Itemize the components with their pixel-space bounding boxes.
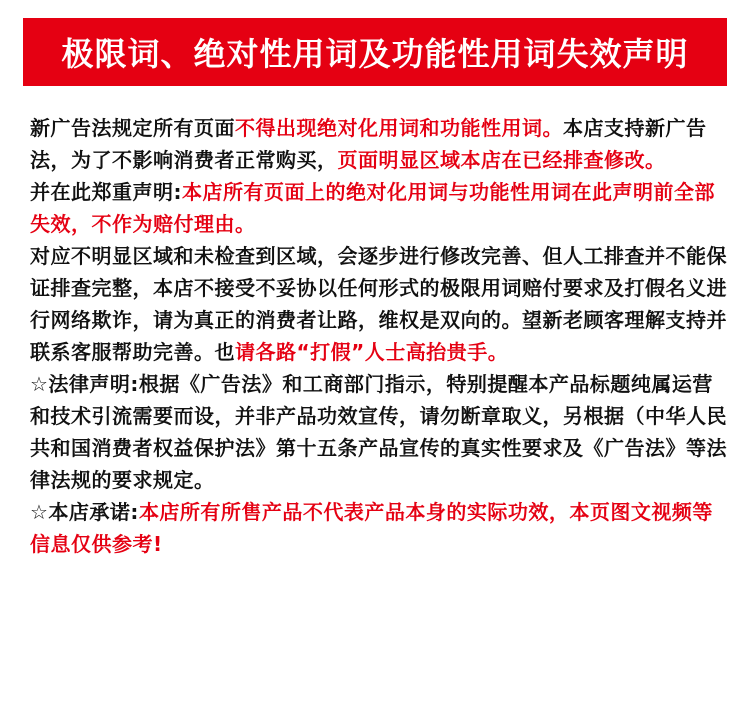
paragraph-legal-statement bbox=[30, 368, 730, 496]
highlight-segment: 页面明显区域本店在已经排查修改。 bbox=[337, 148, 666, 172]
paragraph-ad-law bbox=[30, 112, 730, 176]
paragraph-solemn-statement bbox=[30, 176, 730, 240]
declaration-body bbox=[30, 112, 730, 560]
page-title: 极限词、绝对性用词及功能性用词失效声明 bbox=[61, 35, 689, 73]
highlight-segment: 本店所有页面上的绝对化用词与功能性用词在此声明前全部失效，不作为赔付理由。 bbox=[30, 180, 715, 236]
text-segment: ☆本店承诺: bbox=[30, 500, 139, 524]
highlight-segment: 本店所有所售产品不代表产品本身的实际功效，本页图文视频等信息仅供参考! bbox=[30, 500, 713, 556]
highlight-segment: 请各路“打假”人士高抬贵手。 bbox=[235, 340, 509, 364]
text-segment: 本店支持新广告法，为了不影响消费者正常购买， bbox=[30, 116, 707, 172]
text-segment: 并在此郑重声明: bbox=[30, 180, 182, 204]
text-segment: ☆法律声明:根据《广告法》和工商部门指示，特别提醒本产品标题纯属运营和技术引流需要而设，并非产品功效宣传，请勿断章取义，另根据（中华人民共和国消费者权益保护法》第十五条产品宣传的真实性要求及《广告法》等法律法规的要求规定。 bbox=[30, 372, 727, 492]
highlight-segment: 不得出现绝对化用词和功能性用词。 bbox=[235, 116, 563, 140]
paragraph-unchecked-areas bbox=[30, 240, 730, 368]
header-banner bbox=[23, 18, 727, 86]
text-segment: 新广告法规定所有页面 bbox=[30, 116, 235, 140]
paragraph-store-promise bbox=[30, 496, 730, 560]
text-segment: 对应不明显区域和未检查到区域，会逐步进行修改完善、但人工排查并不能保证排查完整，本店不接受不妥协以任何形式的极限用词赔付要求及打假名义进行网络欺诈，请为真正的消费者让路，维权是双向的。望新老顾客理解支持并联系客服帮助完善。也 bbox=[30, 244, 727, 364]
